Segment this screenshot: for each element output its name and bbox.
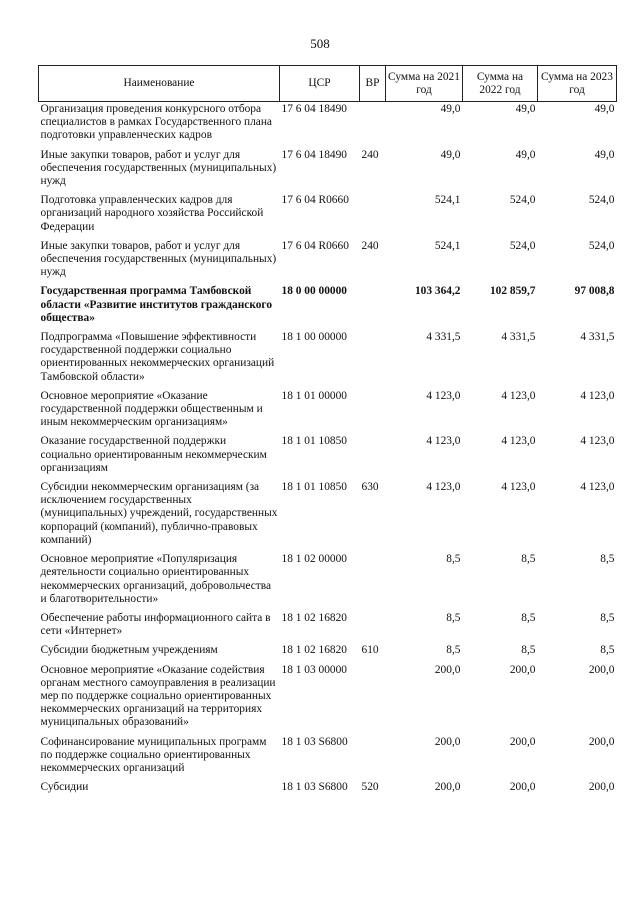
row-sum-2022: 524,0 — [509, 239, 536, 252]
table-row — [39, 389, 617, 435]
row-sum-2022: 4 123,0 — [501, 389, 536, 402]
row-name: Основное мероприятие «Оказание содействия органам местного самоуправления в реализации мер по поддержке социально ориентированных некоммерческих организаций на территориях муниципальных образований» — [40, 663, 276, 729]
row-name: Основное мероприятие «Популяризация деятельности социально ориентированных некоммерческих организаций, добровольчества и благотворительности» — [40, 553, 272, 605]
row-sum-2021: 200,0 — [434, 781, 461, 794]
row-name: Организация проведения конкурсного отбора специалистов в рамках Государственного плана подготовки управленческих кадров — [40, 103, 272, 142]
header-sum-2023: Сумма на 2023 год — [538, 66, 617, 102]
table-row — [39, 330, 617, 389]
row-sum-2022: 200,0 — [509, 781, 536, 794]
row-sum-2023: 8,5 — [600, 553, 615, 566]
row-sum-2023: 97 008,8 — [574, 285, 615, 298]
row-sum-2022: 200,0 — [509, 663, 536, 676]
row-sum-2021: 4 331,5 — [426, 331, 461, 344]
row-sum-2023: 524,0 — [588, 194, 615, 207]
row-vr: 520 — [361, 781, 379, 794]
row-sum-2023: 200,0 — [588, 663, 615, 676]
row-csr: 18 0 00 00000 — [281, 285, 347, 298]
row-vr — [360, 284, 386, 330]
row-vr — [360, 552, 386, 611]
header-name: Наименование — [39, 66, 280, 102]
row-name: Субсидии — [40, 781, 89, 794]
row-csr: 18 1 01 10850 — [281, 481, 347, 494]
row-sum-2021: 8,5 — [446, 553, 461, 566]
row-csr: 18 1 01 00000 — [281, 389, 347, 402]
row-name: Оказание государственной поддержки социально ориентированным некоммерческим организациям — [40, 435, 267, 474]
row-vr — [360, 735, 386, 781]
table-body — [39, 102, 617, 800]
row-sum-2021: 103 364,2 — [414, 285, 461, 298]
table-row — [39, 239, 617, 285]
row-vr — [360, 102, 386, 148]
row-sum-2022: 524,0 — [509, 194, 536, 207]
table-row — [39, 643, 617, 662]
row-sum-2021: 524,1 — [434, 194, 461, 207]
row-sum-2022: 8,5 — [521, 553, 536, 566]
row-name: Основное мероприятие «Оказание государственной поддержки общественным и иным некоммерческим организациям» — [40, 389, 263, 429]
row-vr: 610 — [361, 644, 379, 657]
row-sum-2022: 4 331,5 — [501, 331, 536, 344]
header-sum-2021: Сумма на 2021 год — [386, 66, 463, 102]
row-vr — [360, 389, 386, 435]
budget-table — [38, 65, 617, 799]
table-row — [39, 193, 617, 239]
row-csr: 18 1 03 S6800 — [281, 781, 348, 794]
row-sum-2022: 49,0 — [515, 148, 536, 161]
table-row — [39, 552, 617, 611]
header-csr: ЦСР — [280, 66, 360, 102]
row-sum-2023: 524,0 — [588, 239, 615, 252]
table-row — [39, 480, 617, 552]
row-sum-2021: 8,5 — [446, 611, 461, 624]
row-sum-2023: 8,5 — [600, 644, 615, 657]
row-sum-2023: 4 123,0 — [580, 481, 615, 494]
row-sum-2021: 4 123,0 — [426, 435, 461, 448]
row-sum-2021: 49,0 — [440, 148, 461, 161]
row-sum-2021: 4 123,0 — [426, 389, 461, 402]
row-sum-2022: 8,5 — [521, 611, 536, 624]
table-row — [39, 284, 617, 330]
row-csr: 18 1 02 00000 — [281, 553, 347, 566]
row-name: Субсидии некоммерческим организациям (за исключением государственных (муниципальных) учреждений, государственных корпораций (компаний), публично-правовых компаний) — [40, 481, 278, 546]
row-vr — [360, 663, 386, 735]
header-vr: ВР — [360, 66, 386, 102]
row-name: Софинансирование муниципальных программ по поддержке социально ориентированных некоммерческих организаций — [40, 735, 267, 774]
row-sum-2022: 4 123,0 — [501, 481, 536, 494]
row-sum-2023: 49,0 — [594, 148, 615, 161]
row-csr: 17 6 04 18490 — [281, 103, 347, 115]
row-sum-2021: 524,1 — [434, 239, 461, 252]
row-name: Субсидии бюджетным учреждениям — [40, 644, 218, 657]
table-header — [39, 66, 617, 102]
table-row — [39, 102, 617, 148]
row-sum-2023: 4 123,0 — [580, 435, 615, 448]
page-number: 508 — [310, 36, 330, 51]
row-sum-2023: 4 331,5 — [580, 331, 615, 344]
row-vr: 240 — [361, 148, 379, 161]
row-vr: 240 — [361, 239, 379, 252]
row-csr: 17 6 04 R0660 — [281, 194, 349, 207]
table-row — [39, 611, 617, 643]
row-sum-2023: 200,0 — [588, 781, 615, 794]
row-csr: 17 6 04 18490 — [281, 148, 347, 161]
row-vr: 630 — [361, 481, 379, 494]
row-csr: 17 6 04 R0660 — [281, 239, 349, 252]
row-sum-2022: 4 123,0 — [501, 435, 536, 448]
row-sum-2023: 200,0 — [588, 735, 615, 748]
row-sum-2023: 8,5 — [600, 611, 615, 624]
header-sum-2022: Сумма на 2022 год — [463, 66, 538, 102]
row-sum-2022: 49,0 — [515, 103, 536, 115]
row-name: Подпрограмма «Повышение эффективности государственной поддержки социально ориентированных некоммерческих организаций Тамбовской области» — [40, 331, 275, 383]
header-row — [39, 66, 617, 102]
table-row — [39, 663, 617, 735]
row-sum-2022: 200,0 — [509, 735, 536, 748]
table-row — [39, 148, 617, 194]
row-csr: 18 1 01 10850 — [281, 435, 347, 448]
row-sum-2022: 8,5 — [521, 644, 536, 657]
row-sum-2021: 200,0 — [434, 735, 461, 748]
row-sum-2021: 49,0 — [440, 103, 461, 115]
row-vr — [360, 193, 386, 239]
row-csr: 18 1 03 00000 — [281, 663, 347, 676]
row-sum-2021: 4 123,0 — [426, 481, 461, 494]
row-vr — [360, 611, 386, 643]
row-vr — [360, 434, 386, 480]
row-csr: 18 1 03 S6800 — [281, 735, 348, 748]
row-name: Подготовка управленческих кадров для организаций народного хозяйства Российской Федерации — [40, 194, 264, 233]
table-row — [39, 735, 617, 781]
row-name: Иные закупки товаров, работ и услуг для обеспечения государственных (муниципальных) нужд — [40, 239, 277, 279]
row-csr: 18 1 02 16820 — [281, 611, 347, 624]
row-sum-2021: 8,5 — [446, 644, 461, 657]
row-name: Иные закупки товаров, работ и услуг для обеспечения государственных (муниципальных) нужд — [40, 148, 277, 188]
row-sum-2021: 200,0 — [434, 663, 461, 676]
row-name: Государственная программа Тамбовской области «Развитие институтов гражданского общества» — [40, 285, 273, 324]
row-csr: 18 1 00 00000 — [281, 331, 347, 344]
row-sum-2023: 49,0 — [594, 103, 615, 115]
table-row — [39, 434, 617, 480]
row-sum-2022: 102 859,7 — [489, 285, 536, 298]
row-name: Обеспечение работы информационного сайта в сети «Интернет» — [40, 611, 271, 638]
row-sum-2023: 4 123,0 — [580, 389, 615, 402]
table-row — [39, 780, 617, 799]
row-csr: 18 1 02 16820 — [281, 644, 347, 657]
row-vr — [360, 330, 386, 389]
